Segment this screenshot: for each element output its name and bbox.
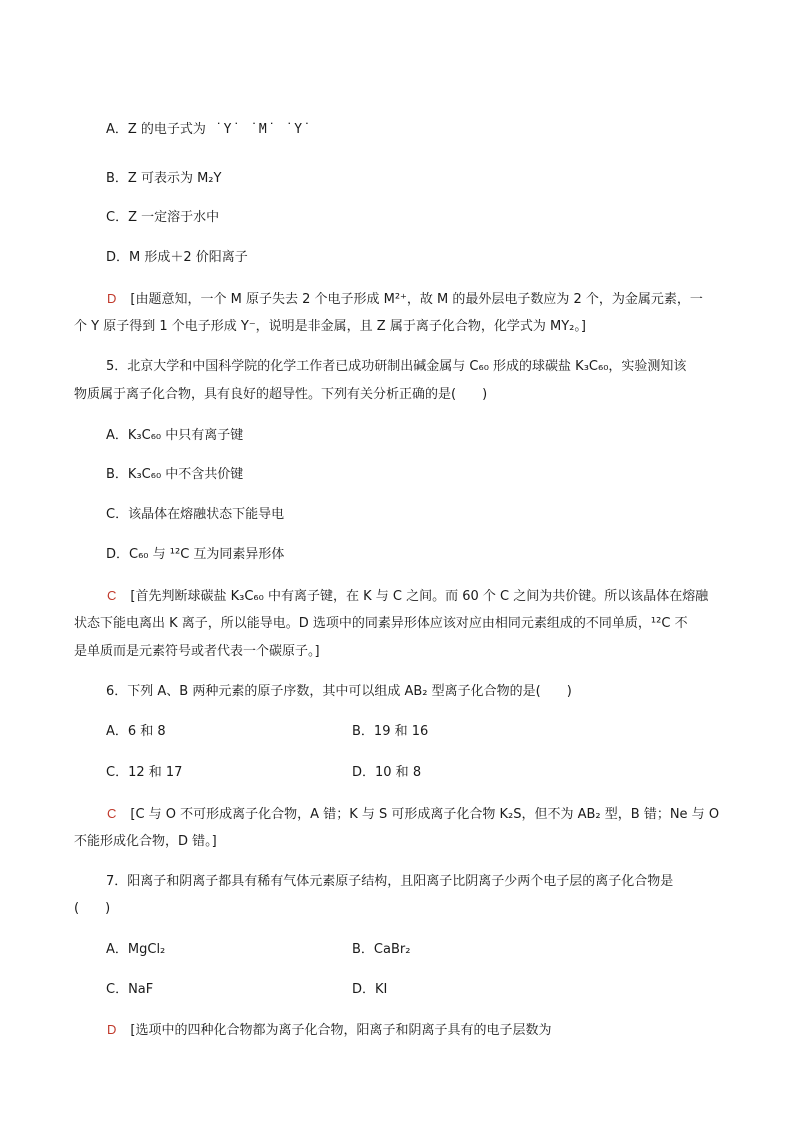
q5-option-c: C．该晶体在熔融状态下能导电 xyxy=(106,507,285,522)
q4-explanation-line2: 个 Y 原子得到 1 个电子形成 Y⁻，说明是非金属，且 Z 属于离子化合物，化学式为 MY₂。] xyxy=(74,319,586,334)
q6-stem: 6．下列 A、B 两种元素的原子序数，其中可以组成 AB₂ 型离子化合物的是( ) xyxy=(106,684,572,699)
electron-formula: ˙Y˙ ˙M˙ ˙Y˙ xyxy=(205,122,312,137)
q5-explanation-line1 xyxy=(74,586,708,607)
q4-expl-text1: [由题意知，一个 M 原子失去 2 个电子形成 M²⁺，故 M 的最外层电子数应为 2 个，为金属元素，一 xyxy=(130,292,703,307)
q5-option-d: D．C₆₀ 与 ¹²C 互为同素异形体 xyxy=(106,547,285,562)
q7-option-c: C．NaF xyxy=(106,982,154,997)
q6-answer: C xyxy=(107,806,117,821)
q4-explanation-line1 xyxy=(74,289,703,310)
q7-option-a: A．MgCl₂ xyxy=(106,942,166,957)
q7-option-b: B．CaBr₂ xyxy=(352,942,411,957)
q5-option-b: B．K₃C₆₀ 中不含共价键 xyxy=(106,467,244,482)
q7-expl-text1: [选项中的四种化合物都为离子化合物，阳离子和阴离子具有的电子层数为 xyxy=(130,1023,552,1038)
q4-option-b: B．Z 可表示为 M₂Y xyxy=(106,171,222,186)
q4-option-d: D．M 形成＋2 价阳离子 xyxy=(106,250,248,265)
q6-option-a: A．6 和 8 xyxy=(106,724,166,739)
q7-stem-line1: 7．阳离子和阴离子都具有稀有气体元素原子结构，且阳离子比阴离子少两个电子层的离子化合物是 xyxy=(106,874,674,889)
q4-answer: D xyxy=(107,291,117,306)
q5-explanation-line2: 状态下能电离出 K 离子，所以能导电。D 选项中的同素异形体应该对应由相同元素组成的不同单质，¹²C 不 xyxy=(74,616,688,631)
q6-expl-text1: [C 与 O 不可形成离子化合物，A 错；K 与 S 可形成离子化合物 K₂S，但不为 AB₂ 型，B 错；Ne 与 O xyxy=(130,807,720,822)
q4-option-a xyxy=(106,120,312,140)
q7-explanation-line1 xyxy=(74,1020,551,1041)
q7-answer: D xyxy=(107,1022,117,1037)
q6-explanation-line1 xyxy=(74,804,719,825)
q5-answer: C xyxy=(107,588,117,603)
q5-stem-line2: 物质属于离子化合物，具有良好的超导性。下列有关分析正确的是( ) xyxy=(74,387,488,402)
q4-option-c: C．Z 一定溶于水中 xyxy=(106,210,220,225)
q7-option-d: D．KI xyxy=(352,982,388,997)
q6-option-d: D．10 和 8 xyxy=(352,765,422,780)
q6-option-c: C．12 和 17 xyxy=(106,765,183,780)
q7-stem-line2: ( ) xyxy=(74,901,111,916)
q4-option-a-text: A．Z 的电子式为 xyxy=(106,122,206,137)
q5-stem-line1: 5．北京大学和中国科学院的化学工作者已成功研制出碱金属与 C₆₀ 形成的球碳盐 K₃C₆₀，实验测知该 xyxy=(106,359,687,374)
q6-option-b: B．19 和 16 xyxy=(352,724,429,739)
q5-explanation-line3: 是单质而是元素符号或者代表一个碳原子。] xyxy=(74,644,320,659)
q6-explanation-line2: 不能形成化合物，D 错。] xyxy=(74,834,217,849)
q5-option-a: A．K₃C₆₀ 中只有离子键 xyxy=(106,428,244,443)
q5-expl-text1: [首先判断球碳盐 K₃C₆₀ 中有离子键，在 K 与 C 之间。而 60 个 C 之间为共价键。所以该晶体在熔融 xyxy=(130,589,709,604)
